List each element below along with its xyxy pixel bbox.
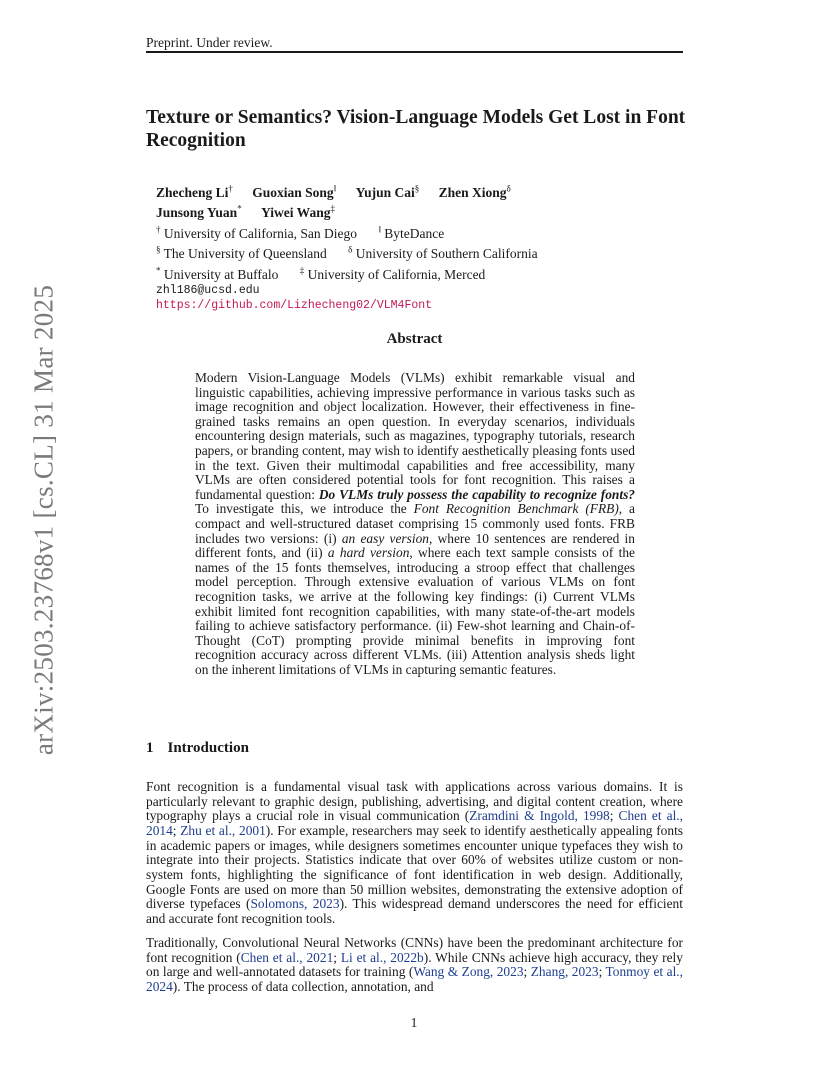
author-mark: * [237, 203, 242, 214]
affiliation [156, 226, 357, 241]
author [356, 185, 420, 200]
affiliation-mark: ‡ [299, 265, 305, 275]
repo-link[interactable]: https://github.com/Lizhecheng02/VLM4Font [156, 298, 433, 312]
author-name: Junsong Yuan [156, 205, 238, 220]
section-title: Introduction [167, 740, 249, 756]
affiliation-name: University at Buffalo [163, 266, 279, 282]
citation-link[interactable]: Wang & Zong, 2023 [413, 964, 524, 980]
abstract-question: Do VLMs truly possess the capability to recognize fonts? [318, 486, 635, 502]
author [156, 185, 233, 200]
abstract-text: Modern Vision-Language Models (VLMs) exhibit remarkable visual and linguistic capabilities, achieving impressive performance in various tasks such as image recognition and object localization. However, their effectiveness in fine-grained tasks remains an open question. In everyday scenarios, individuals encountering design materials, such as magazines, typography tutorials, research papers, or branding content, may wish to identify aesthetically pleasing fonts used in the text. Given their multimodal capabilities and free accessibility, many VLMs are often considered potential tools for font recognition. This raises a fundamental question: [195, 370, 635, 502]
author-row [156, 201, 676, 222]
affiliation-name: University of California, Merced [307, 266, 486, 282]
affiliation-mark: ‖ [378, 224, 381, 234]
author-mark: ‡ [330, 203, 335, 214]
paragraph-text: Traditionally, Convolutional Neural Networks (CNNs) have been the predominant architecture for font recognition ( [146, 935, 683, 965]
author [156, 205, 242, 220]
abstract-hard-version: a hard version [327, 545, 410, 561]
arxiv-identifier: arXiv:2503.23768v1 [cs.CL] 31 Mar 2025 [28, 284, 59, 756]
author-mark: § [414, 183, 420, 193]
paragraph-text: ). For example, researchers may seek to identify aesthetically appealing fonts in academic papers or images, while designers sometimes encounter unique typefaces they wish to integrate into their projects. Statistics indicate that over 60% of websites utilize custom or non-system fonts, highlighting the significance of font identification in web design. Additionally, Google Fonts are used on more than 50 million websites, demonstrating the extensive adoption of diverse typefaces ( [146, 822, 683, 912]
paragraph-text: ; [598, 964, 606, 980]
citation-link[interactable]: Zhang, 2023 [530, 964, 599, 980]
affiliation-row [156, 221, 676, 242]
affiliation-mark: § [156, 244, 161, 255]
running-header: Preprint. Under review. [146, 35, 273, 50]
citation-link[interactable]: Tonmoy et al., 2024 [146, 964, 683, 994]
author-name: Zhecheng Li [156, 184, 229, 200]
section-heading [146, 740, 249, 757]
affiliation-mark: † [156, 224, 161, 234]
intro-paragraph [146, 780, 683, 927]
author-name: Yiwei Wang [261, 205, 331, 220]
citation-link[interactable]: Chen et al., 2014 [146, 808, 683, 838]
affiliation [300, 267, 486, 282]
paragraph-text: ). The process of data collection, annotation, and [172, 978, 434, 994]
author [261, 205, 335, 220]
affiliation [156, 246, 327, 261]
author-name: Guoxian Song [252, 184, 334, 200]
author-mark: δ [506, 183, 511, 193]
paper-title: Texture or Semantics? Vision-Language Models Get Lost in Font Recognition [146, 107, 686, 151]
citation-link[interactable]: Zhu et al., 2001 [180, 822, 266, 838]
abstract-body [195, 371, 635, 677]
section-number: 1 [146, 740, 154, 756]
author [439, 185, 511, 200]
page-number: 1 [410, 1015, 418, 1030]
affiliation-mark: δ [348, 244, 353, 255]
author-name: Zhen Xiong [438, 184, 507, 200]
paragraph-text: ). While CNNs achieve high accuracy, they rely on large and well-annotated datasets for training ( [146, 949, 683, 980]
citation-link[interactable]: Chen et al., 2021 [240, 949, 334, 965]
intro-paragraph [146, 936, 683, 995]
affiliation [378, 226, 444, 241]
affiliation-name: University of Southern California [355, 246, 538, 261]
author-mark: ‖ [333, 183, 337, 193]
contact-email: zhl186@ucsd.edu [156, 283, 260, 297]
paragraph-text: Font recognition is a fundamental visual task with applications across various domains. It is particularly relevant to graphic design, publishing, advertising, and digital content creation, where typography plays a crucial role in visual communication ( [146, 779, 683, 824]
abstract-text: , a compact and well-structured dataset comprising 15 commonly used fonts. FRB includes two versions: (i) [195, 501, 635, 546]
author-block [156, 180, 676, 313]
author-row [156, 180, 676, 201]
affiliation-name: ByteDance [384, 225, 445, 241]
paragraph-text: ; [609, 808, 619, 824]
citation-link[interactable]: Li et al., 2022b [340, 949, 424, 965]
affiliation-mark: * [156, 265, 161, 275]
abstract-heading: Abstract [386, 331, 443, 347]
author [252, 185, 336, 200]
paragraph-text: ; [523, 964, 531, 980]
author-mark: † [228, 183, 233, 193]
affiliation-row [156, 262, 676, 283]
paragraph-text: ). This widespread demand underscores the need for efficient and accurate font recognition tools. [146, 896, 683, 926]
abstract-text: , where 10 sentences are rendered in different fonts, and (ii) [195, 530, 635, 561]
affiliation [156, 267, 278, 282]
abstract-benchmark-name: Font Recognition Benchmark (FRB) [413, 501, 619, 517]
affiliation-name: University of California, San Diego [163, 225, 357, 241]
citation-link[interactable]: Zramdini & Ingold, 1998 [469, 808, 610, 824]
citation-link[interactable]: Solomons, 2023 [250, 896, 340, 912]
abstract-text: To investigate this, we introduce the [195, 501, 414, 517]
affiliation-name: The University of Queensland [163, 246, 327, 261]
affiliation-row [156, 242, 676, 263]
author-name: Yujun Cai [355, 184, 415, 200]
paragraph-text: ; [333, 949, 341, 965]
affiliation [348, 246, 537, 261]
paragraph-text: ; [172, 822, 181, 838]
abstract-text: , where each text sample consists of the names of the 15 fonts themselves, introducing a stroop effect that challenges model perception. Through extensive evaluation of various VLMs on font recognition tasks, we arrive at the following key findings: (i) Current VLMs exhibit limited font recognition capabilities, with many state-of-the-art models failing to achieve satisfactory performance. (ii) Few-shot learning and Chain-of-Thought (CoT) prompting provide minimal benefits in improving font recognition accuracy across different VLMs. (iii) Attention analysis sheds light on the inherent limitations of VLMs in capturing semantic features. [195, 545, 635, 677]
header-rule [146, 51, 683, 53]
abstract-easy-version: an easy version [341, 530, 429, 546]
